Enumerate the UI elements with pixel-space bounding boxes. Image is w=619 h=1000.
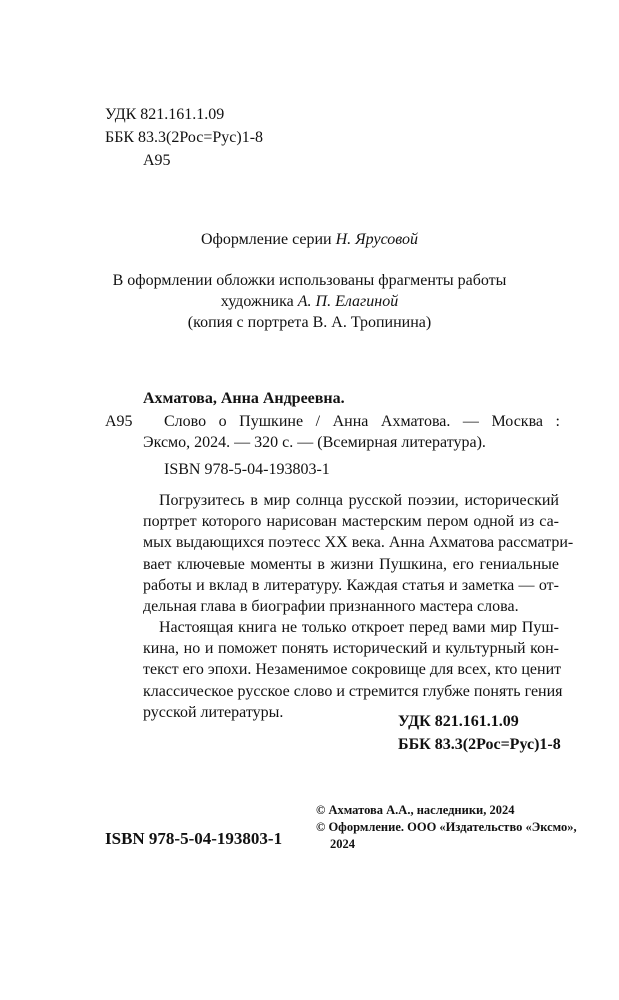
annotation-paragraph-1 [143,490,574,617]
annotation-line: Погрузитесь в мир солнца русской поэзии, исторический [159,492,559,509]
bbk-code: ББК 83.3(2Рос=Рус)1-8 [105,129,264,146]
annotation-line: классическое русское слово и стремится глубже понять гения [143,682,563,700]
annotation-paragraph-2 [143,617,563,723]
annotation-line: портрет которого нарисован мастерским пером одной из са- [143,513,559,531]
copyright-author: © Ахматова А.А., наследники, 2024 [316,803,515,817]
annotation-line: работы и вклад в литературу. Каждая статья и заметка — от- [143,576,559,594]
series-design-prefix: Оформление серии [200,231,336,248]
copyright-design: © Оформление. ООО «Издательство «Эксмо», [316,820,577,834]
annotation-line: текст его эпохи. Незаменимое сокровище для всех, кто ценит [143,661,562,679]
annotation-line: дельная глава в биографии признанного мастера слова. [143,598,519,616]
series-design-credit [0,230,619,250]
cover-artist-name: А. П. Елагиной [297,293,399,310]
udk-code: УДК 821.161.1.09 [105,106,225,123]
cover-credit-prefix: художника [220,293,298,310]
annotation-line: Настоящая книга не только откроет перед вами мир Пуш- [159,619,559,636]
catalog-mark: А95 [105,413,133,430]
bottom-udk-code: УДК 821.161.1.09 [398,713,519,730]
catalog-entry-line1: Слово о Пушкине / Анна Ахматова. — Москва : [164,413,560,430]
footer-isbn: ISBN 978-5-04-193803-1 [105,829,283,848]
catalog-isbn: ISBN 978-5-04-193803-1 [164,461,330,478]
annotation-line: вает ключевые моменты в жизни Пушкина, его гениальные [143,555,559,573]
catalog-entry-line2: Эксмо, 2024. — 320 с. — (Всемирная литература). [143,434,486,451]
copyright-design-year: 2024 [330,837,355,851]
series-designer-name: Н. Ярусовой [335,231,419,248]
bottom-bbk-code: ББК 83.3(2Рос=Рус)1-8 [398,736,561,753]
cover-credit-line3: (копия с портрета В. А. Тропинина) [187,314,432,331]
author-mark: А95 [143,152,171,169]
annotation-line: мых выдающихся поэтесс XX века. Анна Ахматова рассматри- [143,534,574,552]
author-heading: Ахматова, Анна Андреевна. [143,390,345,407]
annotation-line: кина, но и поможет понять исторический и культурный кон- [143,640,559,658]
cover-credit-line1: В оформлении обложки использованы фрагменты работы [112,272,507,289]
cover-credit-line2 [0,292,619,312]
annotation-line: русской литературы. [143,703,284,721]
